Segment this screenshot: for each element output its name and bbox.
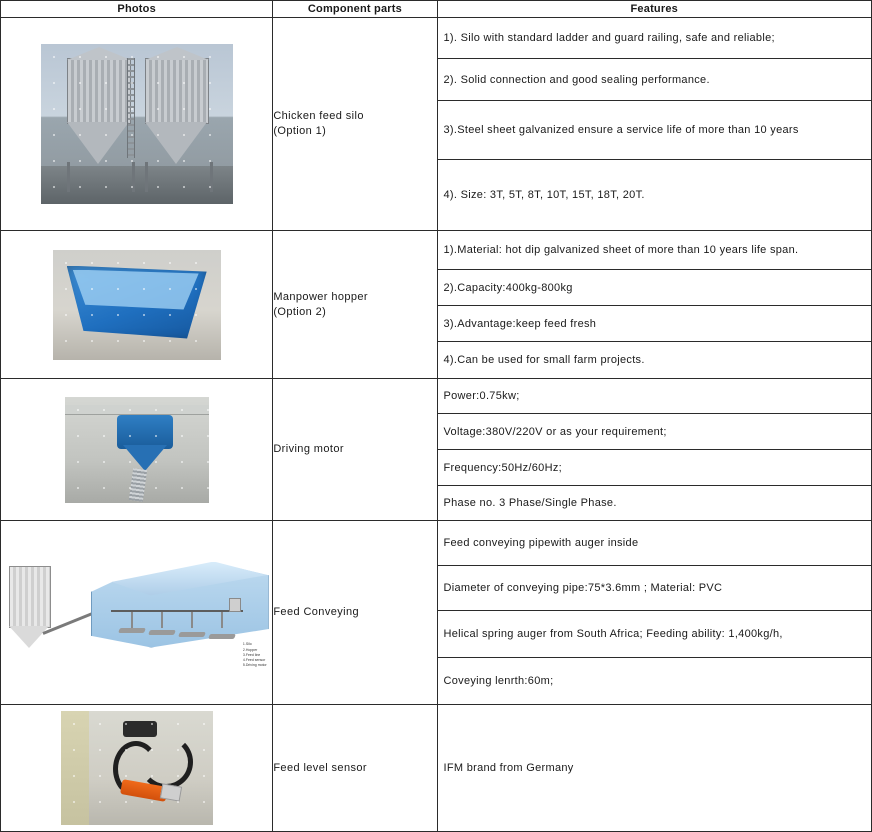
diagram-feed-pan <box>178 632 206 637</box>
feature-row <box>438 18 872 59</box>
feature-row <box>438 379 872 414</box>
feature-text: 4).Can be used for small farm projects. <box>443 354 645 366</box>
photo-cell <box>1 231 273 379</box>
manpower-hopper-photo <box>53 250 221 360</box>
features-cell <box>437 18 872 231</box>
photo-cell <box>1 18 273 231</box>
feature-row <box>438 521 872 566</box>
driving-motor-photo <box>65 397 209 503</box>
part-cell <box>273 521 437 705</box>
diagram-silo-cone <box>9 626 49 648</box>
feature-row <box>438 231 872 270</box>
feature-row <box>438 450 872 486</box>
feature-text: Phase no. 3 Phase/Single Phase. <box>443 497 617 509</box>
feature-row <box>438 705 872 831</box>
legend-item: 3.Feed line <box>242 652 261 657</box>
feature-text: 2).Capacity:400kg-800kg <box>438 270 872 306</box>
part-cell <box>273 379 437 521</box>
feature-text: 3).Steel sheet galvanized ensure a service life of more than 10 years <box>438 101 872 160</box>
features-cell <box>437 521 872 705</box>
table-row <box>1 231 872 379</box>
feature-text: Voltage:380V/220V or as your requirement; <box>438 414 872 450</box>
feature-text: Coveying lenrth:60m; <box>443 675 554 687</box>
feature-row <box>438 486 872 521</box>
silo-body-right <box>145 58 209 124</box>
diagram-legend <box>243 642 267 668</box>
sensor-connector <box>123 721 157 737</box>
diagram-feed-pan <box>148 630 176 635</box>
silo-roof-left <box>67 47 131 60</box>
diagram-feed-pan <box>208 634 236 639</box>
hopper-rim <box>73 270 199 310</box>
diagram-drop-tube <box>131 612 133 628</box>
part-label: Feed level sensor <box>273 761 367 774</box>
feature-text: Diameter of conveying pipe:75*3.6mm ; Material: PVC <box>438 566 872 611</box>
sensor-background-panel <box>61 711 89 825</box>
silo-cone-left <box>67 122 129 164</box>
feature-text: 2). Solid connection and good sealing performance. <box>438 59 872 101</box>
part-option-label: (Option 1) <box>273 125 327 137</box>
part-option-label: (Option 2) <box>273 305 327 318</box>
header-component-parts: Component parts <box>273 1 437 18</box>
feature-text: Feed conveying pipewith auger inside <box>438 521 872 566</box>
feature-text: IFM brand from Germany <box>443 762 574 774</box>
features-table <box>438 18 872 230</box>
motor-mount-rail <box>65 405 209 415</box>
table-row <box>1 379 872 521</box>
feature-text: Power:0.75kw; <box>438 379 872 414</box>
part-label: Manpower hopper <box>273 290 368 303</box>
header-features: Features <box>437 1 872 18</box>
feature-text: Helical spring auger from South Africa; Feeding ability: 1,400kg/h, <box>438 611 872 658</box>
feature-row <box>438 414 872 450</box>
photo-cell <box>1 379 273 521</box>
feed-conveying-diagram <box>3 554 271 672</box>
features-table <box>438 379 872 520</box>
part-cell <box>273 18 437 231</box>
photo-cell <box>1 521 273 705</box>
motor-flex-tube <box>128 468 146 502</box>
silo-roof-right <box>145 47 209 60</box>
table-row <box>1 705 872 832</box>
feature-text: Frequency:50Hz/60Hz; <box>438 450 872 486</box>
legend-item: 5.Driving motor <box>242 663 267 668</box>
silo-ladder <box>127 58 135 158</box>
feature-row <box>438 611 872 658</box>
features-table <box>438 231 872 378</box>
legend-item: 2.Hopper <box>242 647 258 652</box>
features-cell <box>437 379 872 521</box>
diagram-silo <box>9 566 51 628</box>
legend-item: 4.Feed sensor <box>242 658 266 662</box>
motor-housing <box>117 415 173 449</box>
part-label: Chicken feed silo <box>273 110 364 123</box>
feature-text: 1). Silo with standard ladder and guard railing, safe and reliable; <box>438 18 872 59</box>
silo-legs-left <box>67 162 135 192</box>
feature-row <box>438 566 872 611</box>
features-table <box>438 705 872 831</box>
motor-cone <box>123 445 167 471</box>
silo-legs-right <box>145 162 213 192</box>
part-label: Feed Conveying <box>273 606 360 619</box>
feature-row <box>438 101 872 160</box>
feature-text: 3).Advantage:keep feed fresh <box>438 306 872 342</box>
feature-row <box>438 342 872 379</box>
header-photos: Photos <box>1 1 273 18</box>
table-row <box>1 18 872 231</box>
part-cell <box>273 231 437 379</box>
table-row <box>1 521 872 705</box>
diagram-drop-tube <box>221 612 223 628</box>
feed-level-sensor-photo <box>61 711 213 825</box>
feature-row <box>438 160 872 231</box>
feature-row <box>438 270 872 306</box>
features-cell <box>437 231 872 379</box>
silo-body-left <box>67 58 131 124</box>
part-label: Driving motor <box>273 443 344 456</box>
diagram-drop-tube <box>191 612 193 628</box>
photo-cell <box>1 705 273 832</box>
part-cell <box>273 705 437 832</box>
chicken-feed-silo-photo <box>41 44 233 204</box>
diagram-drop-tube <box>161 612 163 628</box>
diagram-feed-pan <box>118 628 146 633</box>
feature-text: 4). Size: 3T, 5T, 8T, 10T, 15T, 18T, 20T. <box>443 189 645 201</box>
legend-item: 1.Silo <box>242 642 252 647</box>
feature-row <box>438 306 872 342</box>
features-cell <box>437 705 872 832</box>
feature-text: 1).Material: hot dip galvanized sheet of more than 10 years life span. <box>438 231 872 270</box>
feature-row <box>438 59 872 101</box>
diagram-control-box <box>229 598 241 612</box>
table-header-row <box>1 1 872 18</box>
feature-row <box>438 658 872 705</box>
silo-cone-right <box>145 122 207 164</box>
features-table <box>438 521 872 704</box>
